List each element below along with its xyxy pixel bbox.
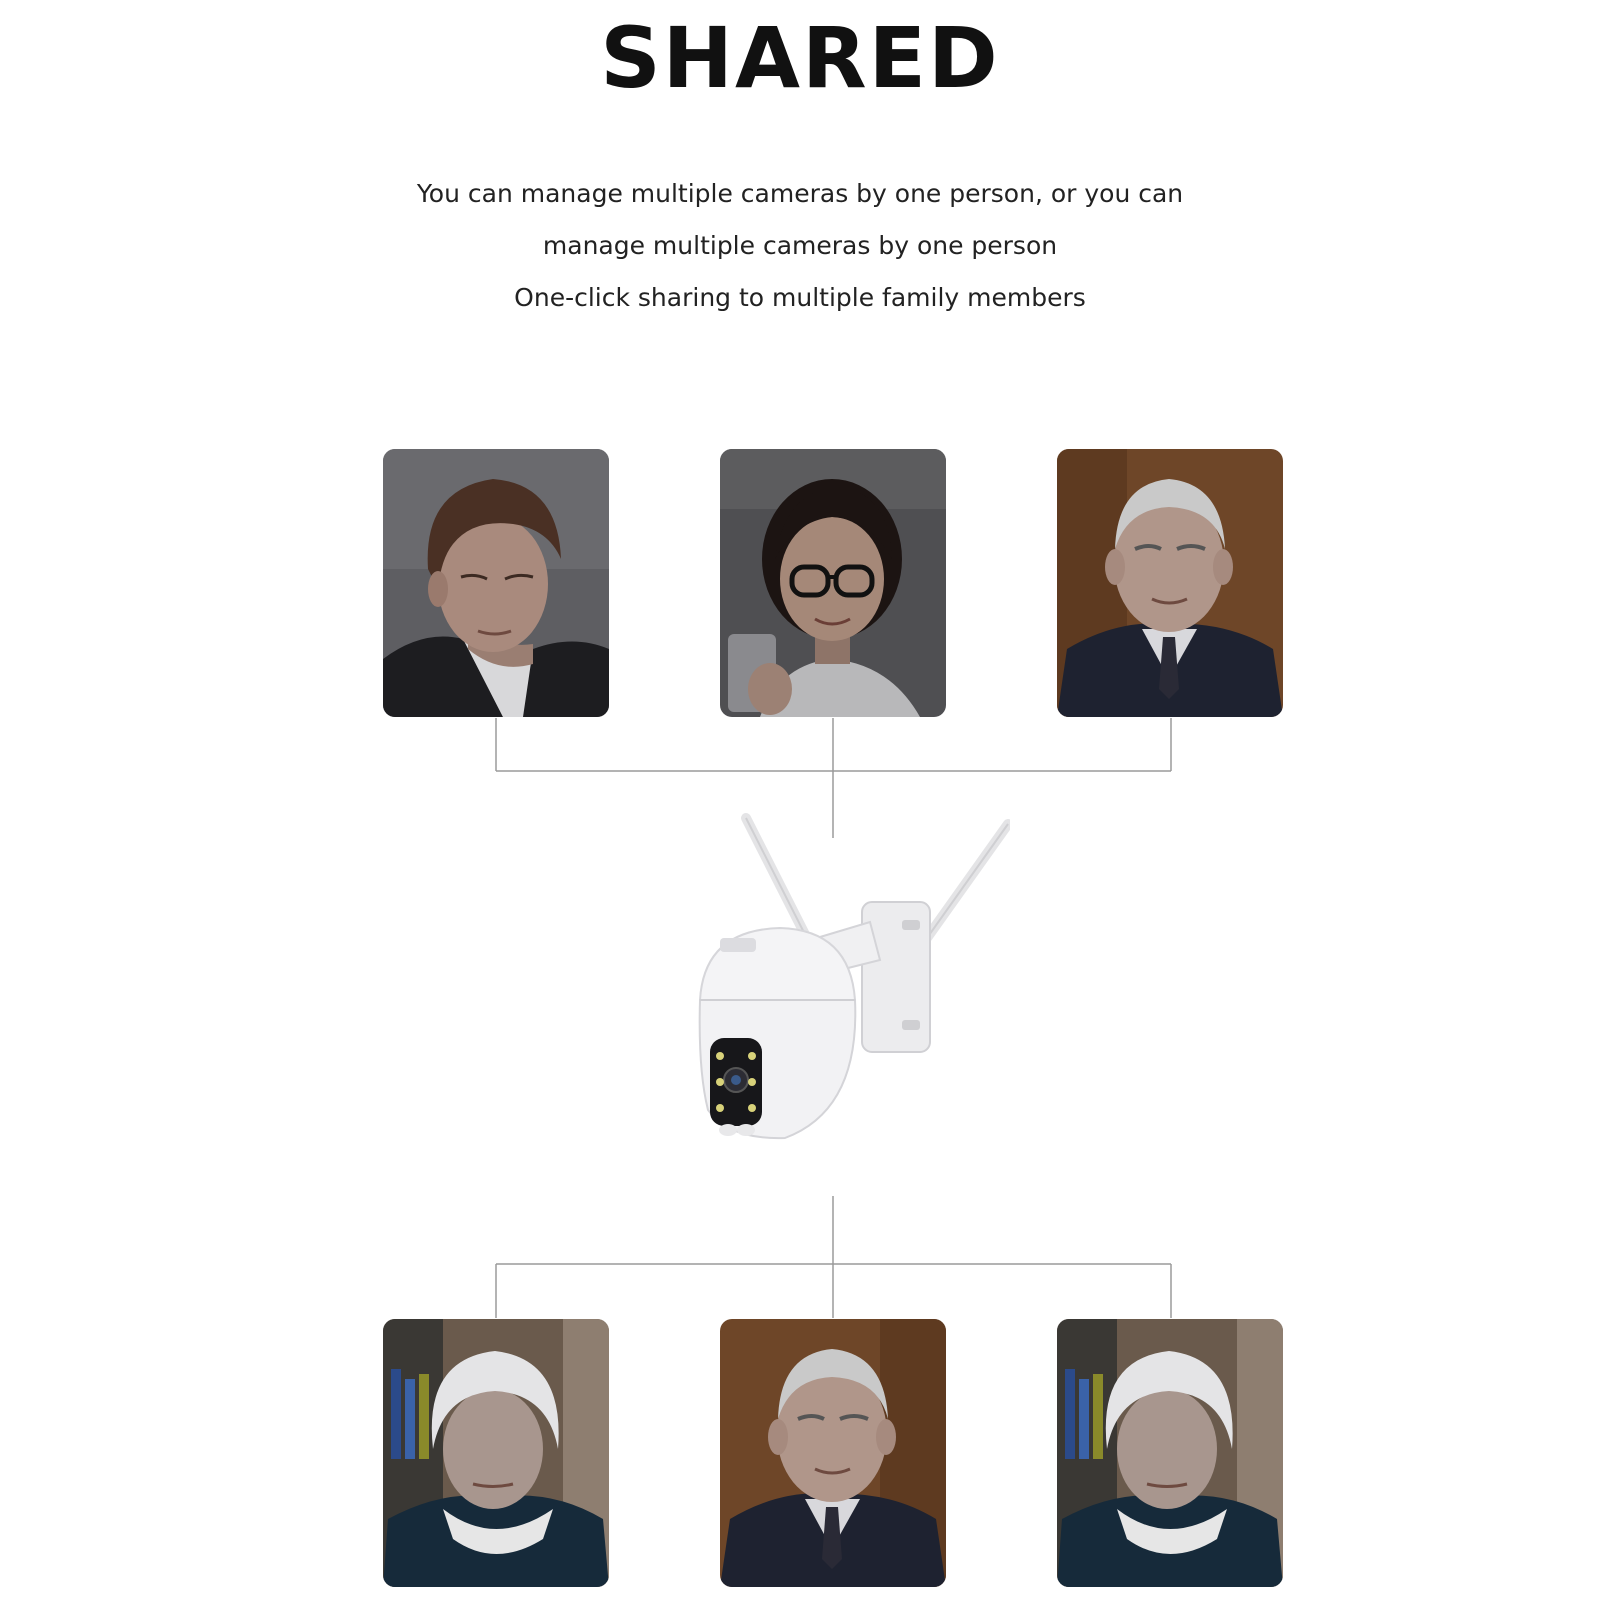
description-line-2: manage multiple cameras by one person bbox=[542, 231, 1058, 260]
description-line-1: You can manage multiple cameras by one person, or you can bbox=[416, 179, 1184, 208]
description-line-3: One-click sharing to multiple family members bbox=[514, 283, 1086, 312]
young-man-photo bbox=[383, 449, 609, 717]
ptz-security-camera-icon bbox=[690, 810, 1010, 1170]
elderly-man-photo bbox=[1057, 449, 1283, 717]
woman-with-glasses-photo bbox=[720, 449, 946, 717]
elderly-woman-photo-right bbox=[1057, 1319, 1283, 1587]
page-title: SHARED bbox=[600, 9, 1000, 107]
elderly-woman-photo bbox=[383, 1319, 609, 1587]
elderly-man-photo-bottom bbox=[720, 1319, 946, 1587]
